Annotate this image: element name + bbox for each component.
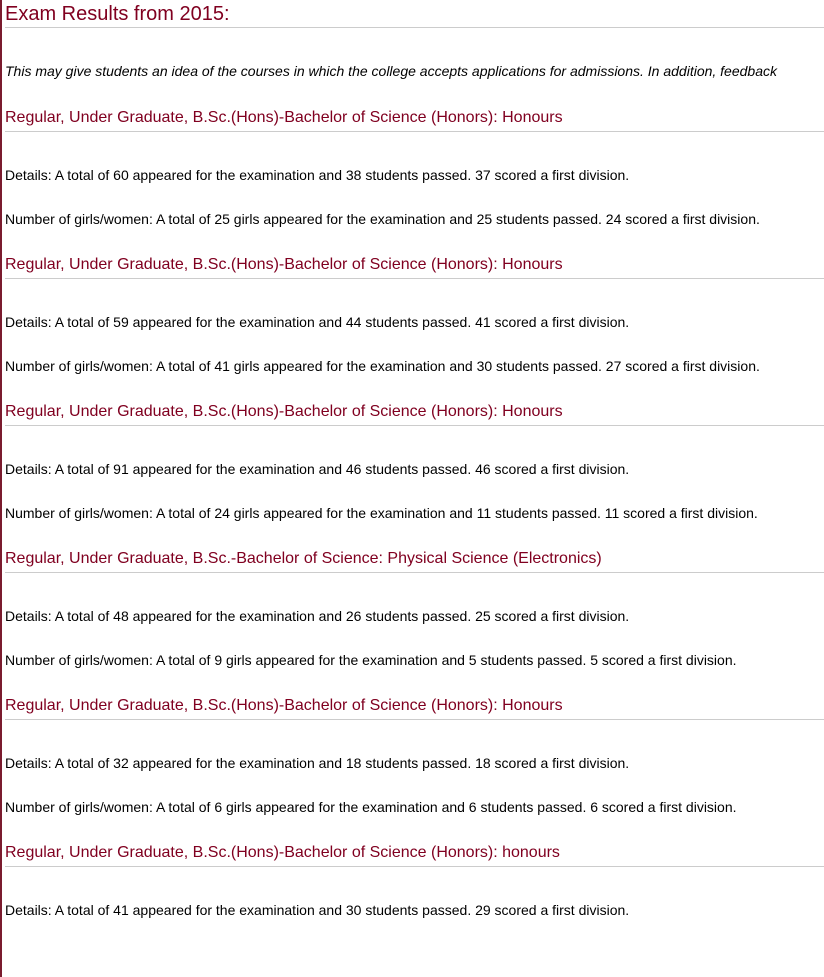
course-title: Regular, Under Graduate, B.Sc.(Hons)-Bachelor of Science (Honors): Honours (5, 697, 563, 714)
page-title: Exam Results from 2015: (5, 3, 230, 25)
course-details: Details: A total of 41 appeared for the examination and 30 students passed. 29 scored a first division. (5, 902, 630, 918)
course-section (5, 696, 824, 816)
course-details: Details: A total of 32 appeared for the examination and 18 students passed. 18 scored a first division. (5, 755, 630, 771)
course-title: Regular, Under Graduate, B.Sc.(Hons)-Bachelor of Science (Honors): Honours (5, 403, 563, 420)
course-divider (5, 425, 824, 426)
course-title: Regular, Under Graduate, B.Sc.(Hons)-Bachelor of Science (Honors): Honours (5, 256, 563, 273)
title-divider (5, 27, 824, 28)
course-divider (5, 866, 824, 867)
course-girls-details: Number of girls/women: A total of 25 girls appeared for the examination and 25 students passed. 24 scored a first division. (5, 211, 760, 227)
course-details: Details: A total of 91 appeared for the examination and 46 students passed. 46 scored a first division. (5, 461, 630, 477)
left-border (0, 0, 2, 977)
course-title: Regular, Under Graduate, B.Sc.(Hons)-Bachelor of Science (Honors): honours (5, 844, 560, 861)
course-divider (5, 278, 824, 279)
course-divider (5, 719, 824, 720)
course-details: Details: A total of 59 appeared for the examination and 44 students passed. 41 scored a first division. (5, 314, 630, 330)
content-area (5, 0, 824, 919)
intro-text: This may give students an idea of the courses in which the college accepts applications for admissions. In addition, feedback (5, 63, 777, 79)
course-section (5, 549, 824, 669)
course-section (5, 255, 824, 375)
course-title: Regular, Under Graduate, B.Sc.(Hons)-Bachelor of Science (Honors): Honours (5, 109, 563, 126)
course-girls-details: Number of girls/women: A total of 24 girls appeared for the examination and 11 students passed. 11 scored a first division. (5, 505, 758, 521)
course-girls-details: Number of girls/women: A total of 6 girls appeared for the examination and 6 students passed. 6 scored a first division. (5, 799, 737, 815)
course-divider (5, 572, 824, 573)
course-section (5, 402, 824, 522)
course-section (5, 108, 824, 228)
course-girls-details: Number of girls/women: A total of 41 girls appeared for the examination and 30 students passed. 27 scored a first division. (5, 358, 760, 374)
course-list (5, 108, 824, 919)
course-girls-details: Number of girls/women: A total of 9 girls appeared for the examination and 5 students passed. 5 scored a first division. (5, 652, 737, 668)
course-details: Details: A total of 48 appeared for the examination and 26 students passed. 25 scored a first division. (5, 608, 630, 624)
course-section (5, 843, 824, 919)
course-title: Regular, Under Graduate, B.Sc.-Bachelor of Science: Physical Science (Electronics) (5, 550, 602, 567)
course-details: Details: A total of 60 appeared for the examination and 38 students passed. 37 scored a first division. (5, 167, 630, 183)
course-divider (5, 131, 824, 132)
